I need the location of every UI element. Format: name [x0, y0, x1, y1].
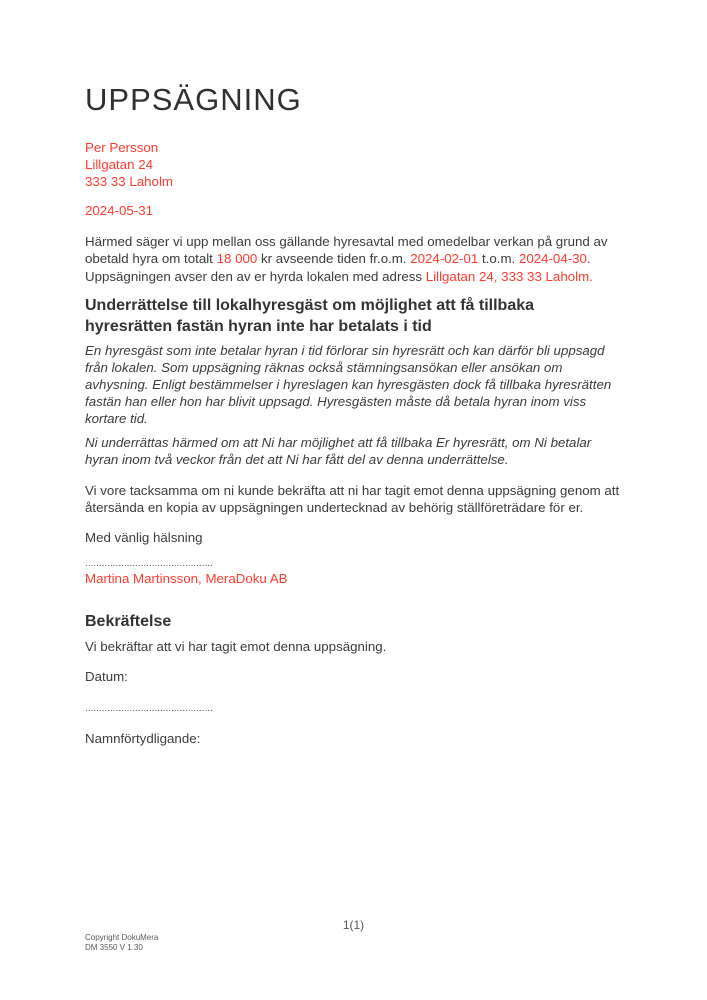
name-clarification-label: Namnförtydligande:: [85, 731, 201, 747]
intro-paragraph: [85, 233, 622, 285]
premises-address: Lillgatan 24, 333 33 Laholm.: [425, 268, 593, 284]
letter-date: 2024-05-31: [85, 203, 154, 218]
signature-dotted-line: ..............................................: [85, 558, 213, 570]
confirmation-signature-dotted-line: ..............................................: [85, 703, 213, 715]
notice-paragraph-2: Ni underrättas härmed om att Ni har möjlighet att få tillbaka Er hyresrätt, om Ni betalar hyran inom två veckor från det att Ni har fått del av denna underrättelse.: [85, 434, 592, 467]
confirmation-heading: Bekräftelse: [85, 613, 172, 631]
salutation: Med vänlig hälsning: [85, 530, 203, 546]
copyright-text: Copyright DokuMera: [85, 933, 159, 942]
recipient-name: Per Persson: [85, 140, 159, 155]
period-end-date: 2024-04-30: [518, 251, 587, 267]
page-number: 1(1): [342, 918, 365, 932]
intro-text: kr avseende tiden fr.o.m.: [257, 251, 411, 267]
confirmation-request-paragraph: Vi vore tacksamma om ni kunde bekräfta att ni har tagit emot denna uppsägning genom att återsända en kopia av uppsägningen undertecknad av behörig ställföreträdare för er.: [85, 482, 620, 516]
notice-paragraph-1: En hyresgäst som inte betalar hyran i tid förlorar sin hyresrätt och kan därför bli uppsagd från lokalen. Som uppsägning räknas också stämningsansökan eller ansökan om avhysning. Enligt bestämmelser i hyreslagen kan hyresgästen dock få tillbaka hyresrätten fastän han eller hon har blivit uppsagd. Hyresgästen måste då betala hyran inom viss kortare tid.: [85, 342, 612, 426]
document-id: DM 3550 V 1.30: [85, 943, 143, 952]
amount-value: 18 000: [216, 251, 258, 267]
date-field-label: Datum:: [85, 669, 128, 685]
period-start-date: 2024-02-01: [410, 251, 479, 267]
recipient-address-block: [85, 139, 622, 190]
intro-text: t.o.m.: [478, 251, 519, 267]
intro-text: Härmed säger vi upp mellan oss gällande hyresavtal med omedelbar verkan på grund av obetald hyra om totalt: [85, 234, 608, 267]
recipient-street: Lillgatan 24: [85, 157, 154, 172]
intro-text: . Uppsägningen avser den av er hyrda lokalen med adress: [85, 251, 591, 284]
confirmation-text: Vi bekräftar att vi har tagit emot denna uppsägning.: [85, 639, 387, 655]
recipient-postal-city: 333 33 Laholm: [85, 174, 173, 189]
signer-name: Martina Martinsson, MeraDoku AB: [85, 571, 288, 587]
notice-heading: Underrättelse till lokalhyresgäst om möjlighet att få tillbaka hyresrätten fastän hyran inte har betalats i tid: [85, 296, 535, 335]
footer-copyright-block: [85, 933, 158, 953]
document-title: UPPSÄGNING: [85, 82, 302, 117]
